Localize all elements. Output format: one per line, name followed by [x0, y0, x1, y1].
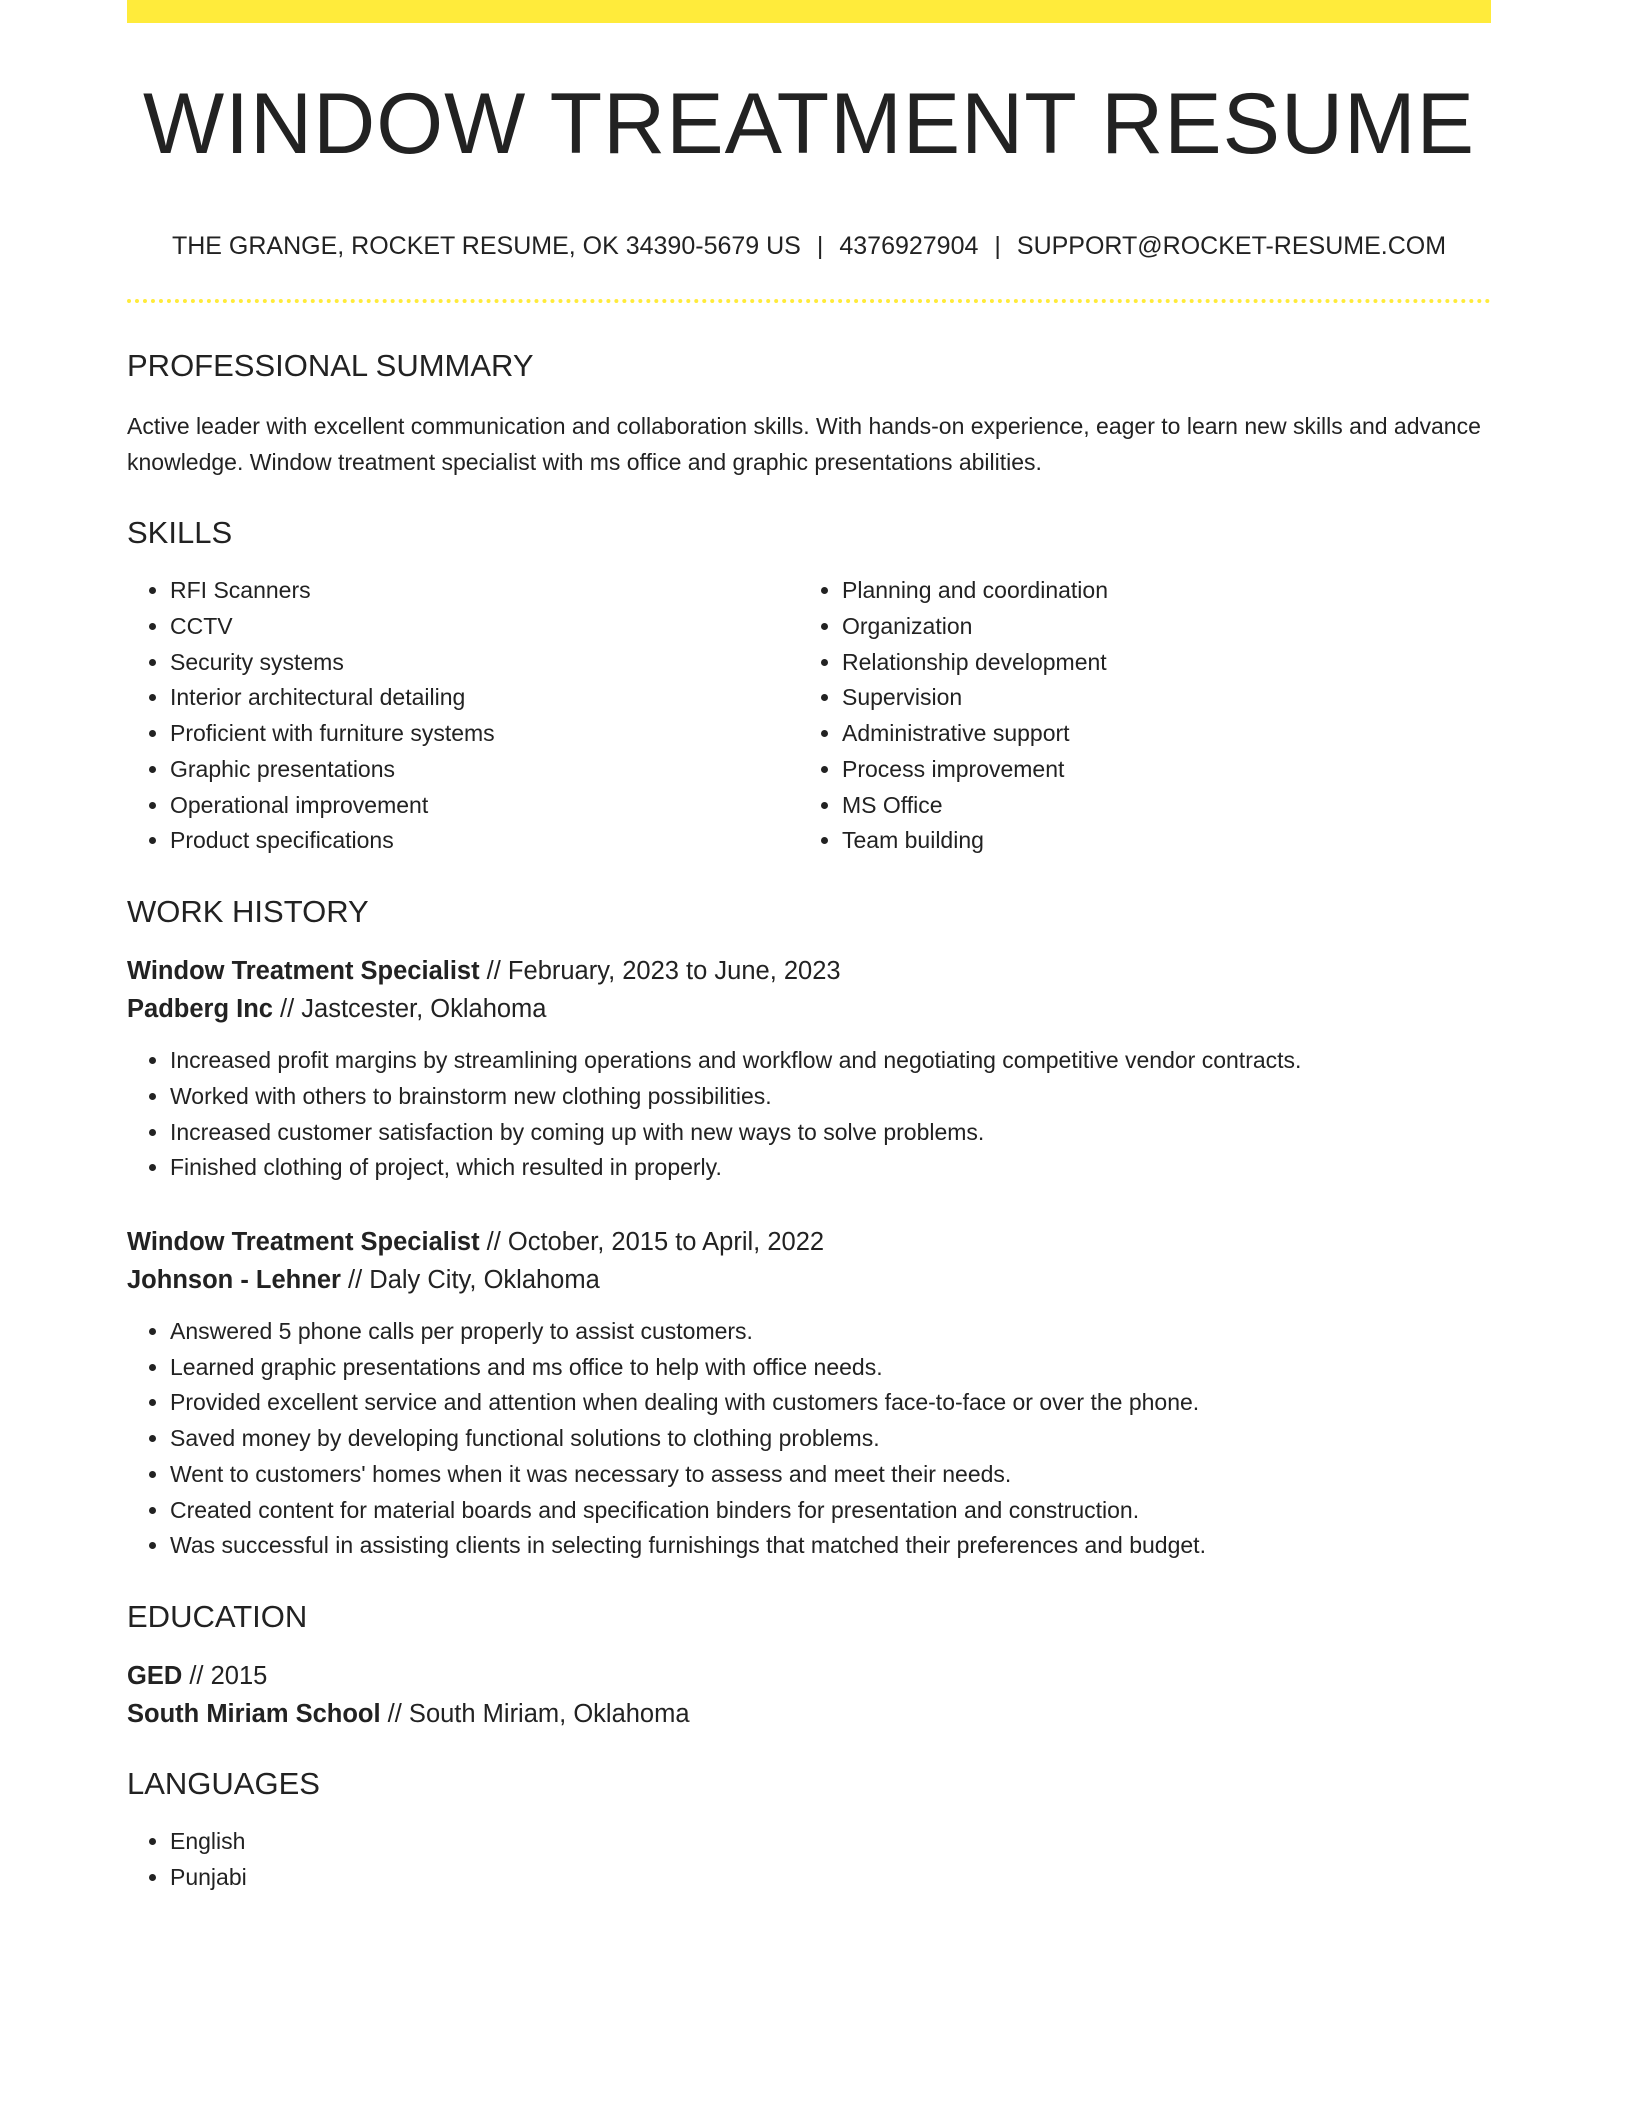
education-degree-line	[127, 1657, 1491, 1695]
job-bullet: • Learned graphic presentations and ms office to help with office needs.	[170, 1350, 1491, 1386]
job-dates: // February, 2023 to June, 2023	[479, 957, 841, 986]
contact-email: SUPPORT@ROCKET-RESUME.COM	[1016, 232, 1447, 260]
skill-item: • Security systems	[170, 645, 799, 681]
skill-item: • CCTV	[170, 609, 799, 645]
education-school: South Miriam School	[127, 1700, 381, 1729]
skills-grid	[127, 573, 1491, 859]
header-divider	[127, 299, 1491, 303]
contact-phone: 4376927904	[839, 232, 979, 260]
skill-item: • Graphic presentations	[170, 752, 799, 788]
job-company-line	[127, 990, 1491, 1028]
job-bullet: • Went to customers' homes when it was necessary to assess and meet their needs.	[170, 1457, 1491, 1493]
job-bullet: • Was successful in assisting clients in selecting furnishings that matched their preferences and budget.	[170, 1528, 1491, 1564]
skills-list-left	[127, 573, 799, 859]
job-bullet: • Created content for material boards and specification binders for presentation and construction.	[170, 1493, 1491, 1529]
skill-item: • Planning and coordination	[842, 573, 1471, 609]
job-bullet-list	[127, 1043, 1491, 1186]
language-item: • English	[170, 1824, 1491, 1860]
skill-item: • Proficient with furniture systems	[170, 716, 799, 752]
education-degree: GED	[127, 1662, 183, 1691]
skill-item: • Interior architectural detailing	[170, 680, 799, 716]
skill-item: • Process improvement	[842, 752, 1471, 788]
job-title-line	[127, 1223, 1491, 1261]
education-location: // South Miriam, Oklahoma	[380, 1700, 690, 1729]
skill-item: • Team building	[842, 823, 1471, 859]
job-bullet: • Finished clothing of project, which resulted in properly.	[170, 1150, 1491, 1186]
job-role: Window Treatment Specialist	[127, 1228, 480, 1256]
summary-heading: PROFESSIONAL SUMMARY	[127, 348, 534, 383]
job-company: Johnson - Lehner	[127, 1266, 341, 1294]
skill-item: • MS Office	[842, 788, 1471, 824]
job-bullet: • Provided excellent service and attention when dealing with customers face-to-face or over the phone.	[170, 1385, 1491, 1421]
language-item: • Punjabi	[170, 1860, 1491, 1896]
skill-item: • Product specifications	[170, 823, 799, 859]
skill-item: • Operational improvement	[170, 788, 799, 824]
languages-list	[127, 1824, 1491, 1895]
skills-heading: SKILLS	[127, 515, 233, 551]
job-bullet: • Increased profit margins by streamlining operations and workflow and negotiating competitive vendor contracts.	[170, 1043, 1491, 1079]
job-bullet-list	[127, 1314, 1491, 1564]
contact-separator: |	[816, 232, 824, 260]
job-location: // Daly City, Oklahoma	[340, 1266, 600, 1294]
skill-item: • Organization	[842, 609, 1471, 645]
contact-separator: |	[994, 232, 1001, 260]
job-dates: // October, 2015 to April, 2022	[479, 1228, 825, 1256]
job-bullet: • Increased customer satisfaction by coming up with new ways to solve problems.	[170, 1115, 1491, 1151]
job-role: Window Treatment Specialist	[127, 957, 480, 986]
job-company: Padberg Inc	[127, 995, 273, 1024]
education-year: // 2015	[182, 1662, 268, 1691]
education-heading: EDUCATION	[127, 1598, 308, 1634]
contact-address: THE GRANGE, ROCKET RESUME, OK 34390-5679 US	[171, 232, 801, 260]
top-accent-bar	[127, 0, 1491, 23]
job-bullet: • Answered 5 phone calls per properly to assist customers.	[170, 1314, 1491, 1350]
skill-item: • Administrative support	[842, 716, 1471, 752]
resume-page	[127, 0, 1491, 1896]
contact-line	[127, 231, 1491, 261]
skill-item: • Supervision	[842, 680, 1471, 716]
job-location: // Jastcester, Oklahoma	[272, 995, 547, 1024]
skill-item: • RFI Scanners	[170, 573, 799, 609]
resume-title: WINDOW TREATMENT RESUME	[142, 76, 1476, 172]
job-company-line	[127, 1261, 1491, 1299]
job-title-line	[127, 952, 1491, 990]
languages-heading: LANGUAGES	[127, 1766, 320, 1802]
education-school-line	[127, 1695, 1491, 1733]
job-bullet: • Saved money by developing functional solutions to clothing problems.	[170, 1421, 1491, 1457]
skill-item: • Relationship development	[842, 645, 1471, 681]
summary-text: Active leader with excellent communication and collaboration skills. With hands-on experience, eager to learn new skills and advance knowledge. Window treatment specialist with ms office and graphic presentations abilities.	[127, 413, 1481, 476]
job-bullet: • Worked with others to brainstorm new clothing possibilities.	[170, 1079, 1491, 1115]
work-history-heading: WORK HISTORY	[127, 894, 369, 929]
skills-list-right	[799, 573, 1471, 859]
